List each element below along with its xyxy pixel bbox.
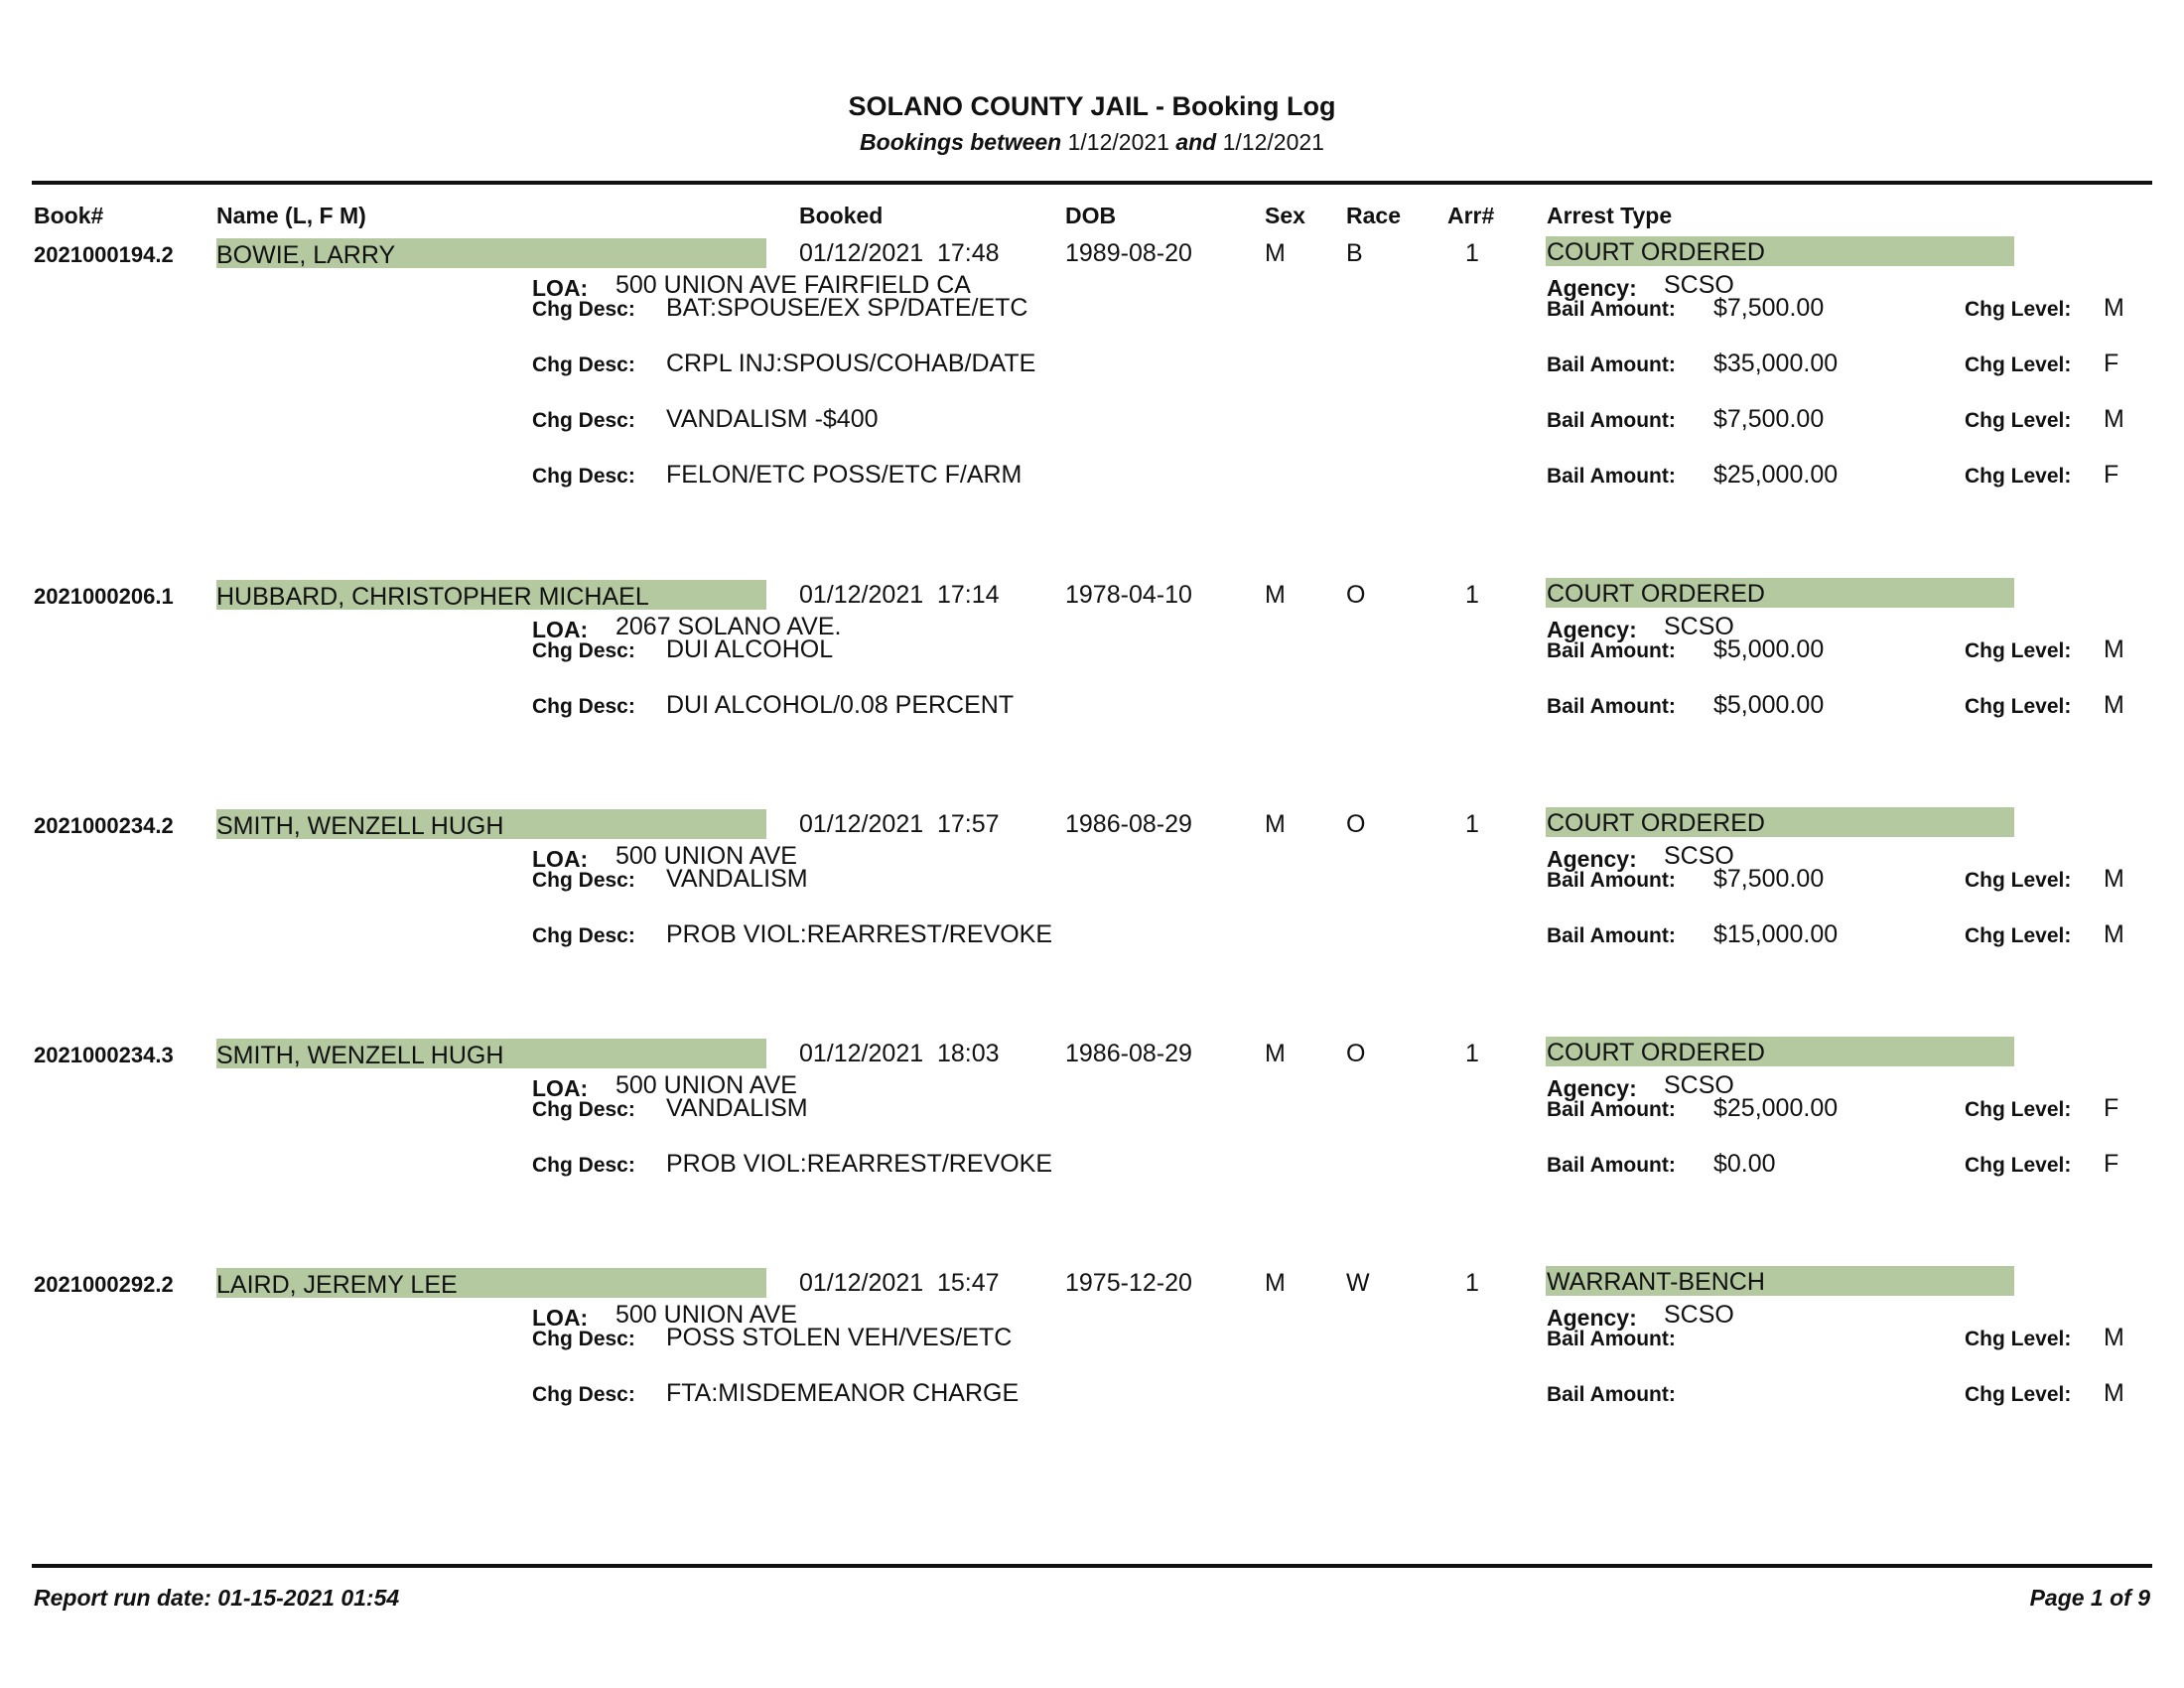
report-run-date: Report run date: 01-15-2021 01:54 <box>34 1585 400 1611</box>
loa-value: 500 UNION AVE FAIRFIELD CA <box>615 271 971 299</box>
charge-level: M <box>2104 691 2124 719</box>
booking-record <box>0 1268 2184 1467</box>
race: O <box>1346 810 1366 838</box>
booked-date: 01/12/2021 <box>799 810 924 838</box>
book-number: 2021000194.2 <box>34 242 174 267</box>
dob: 1989-08-20 <box>1065 239 1192 267</box>
arrest-number: 1 <box>1465 239 1479 267</box>
dob: 1975-12-20 <box>1065 1269 1192 1297</box>
arrest-number: 1 <box>1465 810 1479 838</box>
date-to: 1/12/2021 <box>1222 129 1324 155</box>
column-header-booked: Booked <box>799 203 884 228</box>
dob: 1986-08-29 <box>1065 810 1192 838</box>
chg-level-label: Chg Level: <box>1965 869 2072 892</box>
chg-desc-label: Chg Desc: <box>532 1098 635 1121</box>
agency-label: Agency: <box>1547 617 1637 642</box>
bail-amount-label: Bail Amount: <box>1547 409 1676 432</box>
chg-level-label: Chg Level: <box>1965 1383 2072 1406</box>
loa-value: 2067 SOLANO AVE. <box>615 613 842 640</box>
race: O <box>1346 581 1366 609</box>
booking-record <box>0 809 2184 1008</box>
loa-label: LOA: <box>532 617 589 642</box>
bail-amount: $5,000.00 <box>1713 635 1825 663</box>
subtitle-prefix: Bookings between <box>860 129 1062 155</box>
arrest-type: COURT ORDERED <box>1547 1039 1765 1066</box>
page-number: Page 1 of 9 <box>2029 1585 2150 1611</box>
charge-level: M <box>2104 405 2124 433</box>
charge-level: F <box>2104 461 2119 489</box>
chg-level-label: Chg Level: <box>1965 1328 2072 1350</box>
sex: M <box>1265 1269 1286 1297</box>
charge-description: POSS STOLEN VEH/VES/ETC <box>666 1324 1013 1351</box>
sex: M <box>1265 581 1286 609</box>
race: W <box>1346 1269 1370 1297</box>
column-header-arr: Arr# <box>1447 203 1495 228</box>
chg-desc-label: Chg Desc: <box>532 465 635 488</box>
chg-level-label: Chg Level: <box>1965 695 2072 718</box>
booked-time: 15:47 <box>937 1269 1000 1297</box>
agency-label: Agency: <box>1547 1075 1637 1101</box>
charge-description: PROB VIOL:REARREST/REVOKE <box>666 920 1052 948</box>
bottom-divider <box>32 1564 2152 1568</box>
dob: 1986-08-29 <box>1065 1040 1192 1067</box>
report-title: SOLANO COUNTY JAIL - Booking Log <box>848 91 1336 121</box>
chg-level-label: Chg Level: <box>1965 298 2072 321</box>
chg-level-label: Chg Level: <box>1965 465 2072 488</box>
inmate-name: SMITH, WENZELL HUGH <box>216 1042 504 1069</box>
chg-level-label: Chg Level: <box>1965 1154 2072 1177</box>
chg-desc-label: Chg Desc: <box>532 353 635 376</box>
booking-record <box>0 1039 2184 1237</box>
agency-value: SCSO <box>1664 842 1734 870</box>
chg-desc-label: Chg Desc: <box>532 1154 635 1177</box>
charge-level: M <box>2104 635 2124 663</box>
sex: M <box>1265 810 1286 838</box>
booked-time: 18:03 <box>937 1040 1000 1067</box>
book-number: 2021000234.2 <box>34 813 174 838</box>
charge-description: DUI ALCOHOL/0.08 PERCENT <box>666 691 1015 719</box>
booking-record <box>0 580 2184 778</box>
chg-desc-label: Chg Desc: <box>532 1383 635 1406</box>
agency-value: SCSO <box>1664 1071 1734 1099</box>
chg-desc-label: Chg Desc: <box>532 409 635 432</box>
charge-description: BAT:SPOUSE/EX SP/DATE/ETC <box>666 294 1028 322</box>
bail-amount-label: Bail Amount: <box>1547 1154 1676 1177</box>
sex: M <box>1265 239 1286 267</box>
bail-amount: $5,000.00 <box>1713 691 1825 719</box>
bail-amount: $35,000.00 <box>1713 350 1839 377</box>
bail-amount-label: Bail Amount: <box>1547 1328 1676 1350</box>
bail-amount-label: Bail Amount: <box>1547 465 1676 488</box>
charge-level: F <box>2104 1150 2119 1178</box>
inmate-name: BOWIE, LARRY <box>216 241 396 269</box>
bail-amount-label: Bail Amount: <box>1547 924 1676 947</box>
agency-value: SCSO <box>1664 1301 1734 1329</box>
bail-amount-label: Bail Amount: <box>1547 639 1676 662</box>
chg-desc-label: Chg Desc: <box>532 298 635 321</box>
bail-amount-label: Bail Amount: <box>1547 695 1676 718</box>
agency-value: SCSO <box>1664 613 1734 640</box>
bail-amount-label: Bail Amount: <box>1547 1383 1676 1406</box>
top-divider <box>32 181 2152 185</box>
chg-level-label: Chg Level: <box>1965 1098 2072 1121</box>
bail-amount-label: Bail Amount: <box>1547 869 1676 892</box>
race: B <box>1346 239 1363 267</box>
agency-label: Agency: <box>1547 1305 1637 1331</box>
column-header-race: Race <box>1346 203 1401 228</box>
inmate-name: HUBBARD, CHRISTOPHER MICHAEL <box>216 583 649 611</box>
booked-date: 01/12/2021 <box>799 1269 924 1297</box>
charge-description: FELON/ETC POSS/ETC F/ARM <box>666 461 1023 489</box>
column-header-arrest-type: Arrest Type <box>1547 203 1673 228</box>
column-header-book: Book# <box>34 203 104 228</box>
chg-level-label: Chg Level: <box>1965 639 2072 662</box>
column-header-dob: DOB <box>1065 203 1117 228</box>
chg-desc-label: Chg Desc: <box>532 695 635 718</box>
booked-time: 17:57 <box>937 810 1000 838</box>
loa-value: 500 UNION AVE <box>615 842 797 870</box>
chg-level-label: Chg Level: <box>1965 353 2072 376</box>
charge-level: M <box>2104 1324 2124 1351</box>
booked-time: 17:14 <box>937 581 1000 609</box>
sex: M <box>1265 1040 1286 1067</box>
charge-description: FTA:MISDEMEANOR CHARGE <box>666 1379 1020 1407</box>
dob: 1978-04-10 <box>1065 581 1192 609</box>
loa-label: LOA: <box>532 1305 589 1331</box>
charge-description: VANDALISM <box>666 1094 808 1122</box>
arrest-type: COURT ORDERED <box>1547 238 1765 266</box>
loa-label: LOA: <box>532 1075 589 1101</box>
agency-label: Agency: <box>1547 275 1637 301</box>
bail-amount-label: Bail Amount: <box>1547 298 1676 321</box>
booked-time: 17:48 <box>937 239 1000 267</box>
subtitle-and: and <box>1175 129 1217 155</box>
charge-description: VANDALISM <box>666 865 808 893</box>
book-number: 2021000234.3 <box>34 1043 174 1067</box>
booked-date: 01/12/2021 <box>799 239 924 267</box>
column-header-sex: Sex <box>1265 203 1305 228</box>
charge-description: CRPL INJ:SPOUS/COHAB/DATE <box>666 350 1036 377</box>
book-number: 2021000292.2 <box>34 1272 174 1297</box>
charge-level: M <box>2104 920 2124 948</box>
loa-label: LOA: <box>532 846 589 872</box>
chg-level-label: Chg Level: <box>1965 924 2072 947</box>
arrest-type: COURT ORDERED <box>1547 809 1765 837</box>
inmate-name: LAIRD, JEREMY LEE <box>216 1271 458 1299</box>
bail-amount: $0.00 <box>1713 1150 1776 1178</box>
bail-amount: $25,000.00 <box>1713 1094 1839 1122</box>
loa-value: 500 UNION AVE <box>615 1071 797 1099</box>
charge-level: F <box>2104 1094 2119 1122</box>
agency-label: Agency: <box>1547 846 1637 872</box>
chg-desc-label: Chg Desc: <box>532 924 635 947</box>
agency-value: SCSO <box>1664 271 1734 299</box>
arrest-number: 1 <box>1465 1040 1479 1067</box>
charge-description: DUI ALCOHOL <box>666 635 834 663</box>
bail-amount: $25,000.00 <box>1713 461 1839 489</box>
charge-level: F <box>2104 350 2119 377</box>
charge-level: M <box>2104 294 2124 322</box>
arrest-number: 1 <box>1465 1269 1479 1297</box>
arrest-number: 1 <box>1465 581 1479 609</box>
bail-amount: $7,500.00 <box>1713 865 1825 893</box>
bail-amount: $7,500.00 <box>1713 405 1825 433</box>
arrest-type: COURT ORDERED <box>1547 580 1765 608</box>
charge-level: M <box>2104 865 2124 893</box>
report-subtitle <box>0 129 2184 156</box>
booked-date: 01/12/2021 <box>799 581 924 609</box>
race: O <box>1346 1040 1366 1067</box>
booked-date: 01/12/2021 <box>799 1040 924 1067</box>
charge-description: VANDALISM -$400 <box>666 405 879 433</box>
chg-desc-label: Chg Desc: <box>532 639 635 662</box>
booking-record <box>0 238 2184 489</box>
bail-amount-label: Bail Amount: <box>1547 1098 1676 1121</box>
loa-value: 500 UNION AVE <box>615 1301 797 1329</box>
charge-level: M <box>2104 1379 2124 1407</box>
chg-level-label: Chg Level: <box>1965 409 2072 432</box>
chg-desc-label: Chg Desc: <box>532 1328 635 1350</box>
chg-desc-label: Chg Desc: <box>532 869 635 892</box>
arrest-type: WARRANT-BENCH <box>1547 1268 1765 1296</box>
inmate-name: SMITH, WENZELL HUGH <box>216 812 504 840</box>
loa-label: LOA: <box>532 275 589 301</box>
column-header-name: Name (L, F M) <box>216 203 366 228</box>
bail-amount: $15,000.00 <box>1713 920 1839 948</box>
bail-amount-label: Bail Amount: <box>1547 353 1676 376</box>
charge-description: PROB VIOL:REARREST/REVOKE <box>666 1150 1052 1178</box>
bail-amount: $7,500.00 <box>1713 294 1825 322</box>
book-number: 2021000206.1 <box>34 584 174 609</box>
date-from: 1/12/2021 <box>1067 129 1169 155</box>
